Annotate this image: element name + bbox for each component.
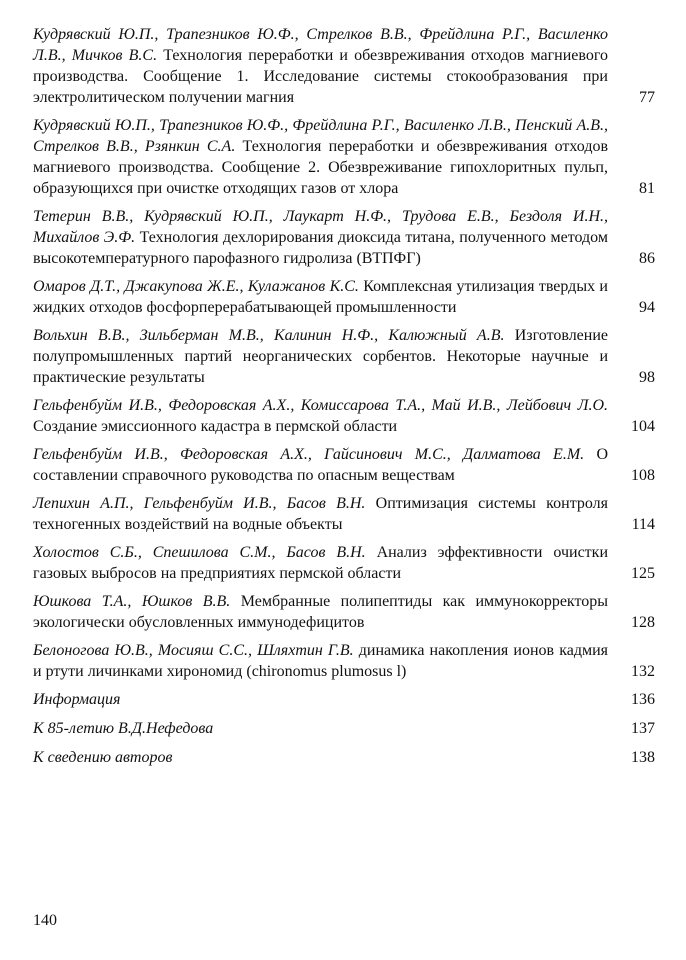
entry-authors: Кудрявский Ю.П., Трапезников Ю.Ф., Фрейдлина Р.Г., Василенко Л.В., Пенский А.В., Стрелков В.В., Рзянкин С.А.	[33, 117, 608, 155]
entry-page: 77	[639, 89, 655, 106]
entry-title: Мембранные полипептиды как иммунокорректоры экологически обусловленных иммунодефицитов	[33, 593, 609, 631]
toc-entry	[33, 206, 655, 269]
section-page: 137	[631, 720, 655, 737]
toc-entry	[33, 395, 655, 437]
table-of-contents	[33, 24, 655, 776]
toc-entry	[33, 24, 655, 108]
entry-authors: Вольхин В.В., Зильберман М.В., Калинин Н.Ф., Калюжный А.В.	[33, 327, 505, 344]
entry-title: Технология переработки и обезвреживания отходов магниевого производства. Сообщение 1. Исследование системы стокообразования при электролитическом получении магния	[33, 47, 609, 106]
section-title: К сведению авторов	[33, 749, 173, 766]
toc-section	[33, 689, 655, 710]
entry-text	[33, 444, 608, 486]
entry-title: Изготовление полупромышленных партий неорганических сорбентов. Некоторые научные и практические результаты	[33, 327, 608, 386]
entry-authors: Белоногова Ю.В., Мосияш С.С., Шляхтин Г.В.	[33, 642, 354, 659]
entry-text	[33, 395, 608, 437]
section-page: 138	[631, 749, 655, 766]
entry-text	[33, 206, 608, 269]
entry-page: 86	[639, 250, 655, 267]
entry-page: 81	[639, 180, 655, 197]
entry-title: Технология дехлорирования диоксида титана, полученного методом высокотемпературного парофазного гидролиза (ВТПФГ)	[33, 229, 609, 267]
entry-authors: Омаров Д.Т., Джакупова Ж.Е., Кулажанов К.С.	[33, 278, 359, 295]
entry-text	[33, 640, 608, 682]
entry-text	[33, 542, 608, 584]
toc-entry	[33, 640, 655, 682]
toc-section	[33, 718, 655, 739]
entry-title: Анализ эффективности очистки газовых выбросов на предприятиях пермской области	[33, 544, 608, 582]
section-title: Информация	[33, 691, 121, 708]
entry-text	[33, 493, 608, 535]
entry-text	[33, 24, 608, 108]
entry-text	[33, 115, 608, 199]
entry-text	[33, 325, 608, 388]
section-title: К 85-летию В.Д.Нефедова	[33, 720, 214, 737]
entry-title: динамика накопления ионов кадмия и ртути личинками хирономид (chironomus plumosus l)	[33, 642, 609, 680]
entry-authors: Гельфенбуйм И.В., Федоровская А.Х., Гайсинович М.С., Далматова Е.М.	[33, 446, 585, 463]
toc-entry	[33, 591, 655, 633]
footer-page-number: 140	[33, 912, 57, 929]
entry-authors: Юшкова Т.А., Юшков В.В.	[33, 593, 231, 610]
toc-entry	[33, 276, 655, 318]
entry-authors: Холостов С.Б., Спешилова С.М., Басов В.Н.	[33, 544, 366, 561]
section-page: 136	[631, 691, 655, 708]
entry-title: Создание эмиссионного кадастра в пермской области	[33, 418, 398, 435]
entry-authors: Кудрявский Ю.П., Трапезников Ю.Ф., Стрелков В.В., Фрейдлина Р.Г., Василенко Л.В., Мичков В.С.	[33, 26, 608, 64]
toc-entry	[33, 493, 655, 535]
entry-authors: Гельфенбуйм И.В., Федоровская А.Х., Комиссарова Т.А., Май И.В., Лейбович Л.О.	[33, 397, 608, 414]
entry-page: 128	[631, 614, 655, 631]
entry-authors: Лепихин А.П., Гельфенбуйм И.В., Басов В.Н.	[33, 495, 366, 512]
toc-entry	[33, 325, 655, 388]
entry-page: 108	[631, 467, 655, 484]
entry-page: 98	[639, 369, 655, 386]
entry-authors: Тетерин В.В., Кудрявский Ю.П., Лаукарт Н.Ф., Трудова Е.В., Бездоля И.Н., Михайлов Э.Ф.	[33, 208, 608, 246]
entry-title: О составлении справочного руководства по опасным веществам	[33, 446, 608, 484]
entry-text	[33, 591, 608, 633]
toc-entry	[33, 444, 655, 486]
toc-entry	[33, 542, 655, 584]
entry-title: Комплексная утилизация твердых и жидких отходов фосфорперерабатывающей промышленности	[33, 278, 608, 316]
entry-page: 132	[631, 663, 655, 680]
entry-page: 114	[631, 516, 655, 533]
entry-title: Технология переработки и обезвреживания отходов магниевого производства. Сообщение 2. Обезвреживание гипохлоритных пульп, образующихся при очистке отходящих газов от хлора	[33, 138, 609, 197]
entry-page: 94	[639, 299, 655, 316]
entry-page: 104	[631, 418, 655, 435]
entry-page: 125	[631, 565, 655, 582]
entry-title: Оптимизация системы контроля техногенных воздействий на водные объекты	[33, 495, 609, 533]
entry-text	[33, 276, 608, 318]
toc-entry	[33, 115, 655, 199]
toc-section	[33, 747, 655, 768]
